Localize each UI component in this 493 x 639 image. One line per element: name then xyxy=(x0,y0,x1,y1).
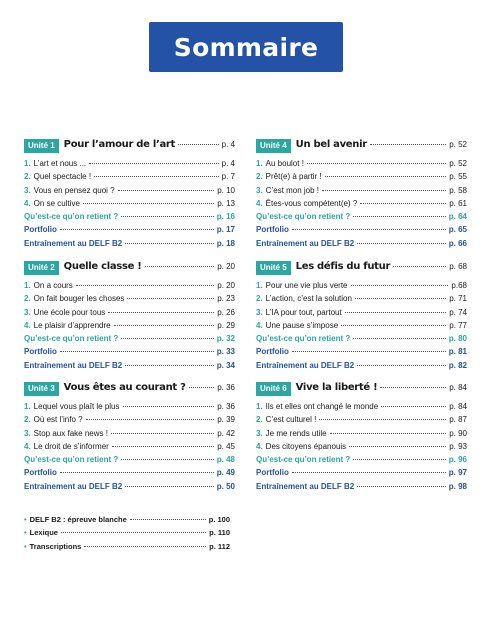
lesson-entry[interactable] xyxy=(24,442,235,455)
page-number: p. 100 xyxy=(208,515,230,524)
dot-leader xyxy=(89,163,219,164)
page-title: Sommaire xyxy=(173,32,319,62)
dot-leader xyxy=(351,285,449,286)
entry-label: C’est mon job ! xyxy=(265,185,320,195)
unit-badge: Unité 6 xyxy=(256,382,291,396)
page-number: p. 68 xyxy=(449,262,467,271)
portfolio-entry[interactable] xyxy=(24,468,235,481)
lesson-entry[interactable] xyxy=(24,186,235,199)
page-number: p. 42 xyxy=(217,428,235,438)
entry-label: Portfolio xyxy=(256,468,289,478)
entry-label: Lequel vous plaît le plus xyxy=(33,402,120,411)
lesson-entry[interactable] xyxy=(24,281,235,294)
retient-entry[interactable] xyxy=(256,455,467,468)
dot-leader xyxy=(355,298,446,299)
dot-leader xyxy=(325,176,447,177)
entry-label: Où est l’info ? xyxy=(33,415,83,425)
lesson-entry[interactable] xyxy=(256,308,467,321)
page-number: p. 50 xyxy=(216,481,235,491)
dot-leader xyxy=(357,486,446,487)
page-number: p. 84 xyxy=(449,383,467,392)
dot-leader xyxy=(145,266,215,267)
lesson-entry[interactable] xyxy=(256,415,467,428)
page-number: p. 16 xyxy=(216,212,235,222)
dot-leader xyxy=(307,163,446,164)
portfolio-entry[interactable] xyxy=(256,347,467,360)
page-number: p. 87 xyxy=(449,415,467,425)
retient-entry[interactable] xyxy=(24,212,235,225)
dot-leader xyxy=(189,387,215,388)
entry-label: Qu’est-ce qu’on retient ? xyxy=(256,334,351,344)
lesson-entry[interactable] xyxy=(24,402,235,415)
lesson-entry[interactable] xyxy=(256,186,467,199)
lesson-entry[interactable] xyxy=(256,281,467,294)
dot-leader xyxy=(370,144,446,145)
page-number: p. 4 xyxy=(221,140,235,149)
lesson-number: 1. xyxy=(256,402,263,411)
entry-label: Portfolio xyxy=(24,468,57,478)
dot-leader xyxy=(61,532,206,533)
retient-entry[interactable] xyxy=(256,212,467,225)
lesson-number: 4. xyxy=(24,198,31,208)
dot-leader xyxy=(76,285,214,286)
page-number: p. 81 xyxy=(448,347,467,357)
page-number: p. 39 xyxy=(217,415,235,425)
unit-header[interactable] xyxy=(24,139,235,153)
page-number: p. 82 xyxy=(448,360,467,370)
unit-block-2 xyxy=(24,261,235,374)
dot-leader xyxy=(130,519,206,520)
entry-label: Au boulot ! xyxy=(265,159,304,168)
entry-label: Qu’est-ce qu’on retient ? xyxy=(24,455,119,465)
dot-leader xyxy=(121,216,214,217)
portfolio-entry[interactable] xyxy=(256,468,467,481)
dot-leader xyxy=(125,365,214,366)
entry-label: On se cultive xyxy=(33,198,80,208)
page-number: p. 20 xyxy=(217,281,235,290)
page-number: p. 34 xyxy=(216,360,235,370)
dot-leader xyxy=(353,338,446,339)
lesson-number: 1. xyxy=(24,159,31,168)
entry-label: Vous en pensez quoi ? xyxy=(33,185,115,195)
unit-title: Pour l’amour de l’art xyxy=(63,139,176,150)
retient-entry[interactable] xyxy=(24,334,235,347)
page-number: p. 84 xyxy=(449,402,467,411)
page-number: p. 71 xyxy=(449,294,467,304)
dot-leader xyxy=(345,312,446,313)
page-number: p. 74 xyxy=(449,307,467,317)
unit-title: Vous êtes au courant ? xyxy=(63,382,186,393)
entry-label: Entraînement au DELF B2 xyxy=(24,360,123,370)
lesson-entry[interactable] xyxy=(24,294,235,307)
entry-label: L’art et nous ... xyxy=(33,159,87,168)
unit-header[interactable] xyxy=(256,382,467,396)
dot-leader xyxy=(60,472,214,473)
lesson-entry[interactable] xyxy=(24,199,235,212)
portfolio-entry[interactable] xyxy=(256,225,467,238)
entry-label: Qu’est-ce qu’on retient ? xyxy=(24,334,119,344)
unit-badge: Unité 5 xyxy=(256,261,291,275)
page-number: p. 17 xyxy=(216,225,235,235)
dot-leader xyxy=(381,406,446,407)
lesson-entry[interactable] xyxy=(256,429,467,442)
page-number: p. 66 xyxy=(448,238,467,248)
page-number: p. 55 xyxy=(449,172,467,182)
entry-label: Lexique xyxy=(29,528,58,538)
unit-header[interactable] xyxy=(24,382,235,396)
lesson-entry[interactable] xyxy=(24,415,235,428)
entry-label: Prêt(e) à partir ! xyxy=(265,172,322,182)
dot-leader xyxy=(86,419,215,420)
dot-leader xyxy=(125,243,214,244)
dot-leader xyxy=(108,312,214,313)
entry-label: Entraînement au DELF B2 xyxy=(256,481,355,491)
entry-label: Êtes-vous compétent(e) ? xyxy=(265,198,358,208)
dot-leader xyxy=(123,406,215,407)
dot-leader xyxy=(393,266,446,267)
dot-leader xyxy=(94,176,219,177)
page-number: p. 48 xyxy=(216,455,235,465)
entry-label: Qu’est-ce qu’on retient ? xyxy=(24,212,119,222)
entry-label: Une pause s’impose xyxy=(265,320,339,330)
dot-leader xyxy=(349,446,446,447)
retient-entry[interactable] xyxy=(256,334,467,347)
page-number: p. 65 xyxy=(448,225,467,235)
unit-badge: Unité 1 xyxy=(24,139,59,153)
delf-entry[interactable] xyxy=(256,361,467,374)
dot-leader xyxy=(292,472,446,473)
unit-block-1 xyxy=(24,139,235,252)
unit-block-4 xyxy=(256,139,467,252)
unit-header[interactable] xyxy=(24,261,235,275)
unit-title: Quelle classe ! xyxy=(63,261,142,272)
dot-leader xyxy=(322,190,446,191)
bullet-icon: • xyxy=(24,515,27,524)
page-number: p. 90 xyxy=(449,428,467,438)
dot-leader xyxy=(360,203,446,204)
page-number: p. 23 xyxy=(217,294,235,304)
dot-leader xyxy=(121,338,214,339)
lesson-number: 2. xyxy=(256,294,263,304)
lesson-number: 1. xyxy=(256,159,263,168)
lesson-entry[interactable] xyxy=(256,199,467,212)
entry-label: Entraînement au DELF B2 xyxy=(256,238,355,248)
entry-label: Des citoyens épanouis xyxy=(265,441,347,451)
page-number: p. 64 xyxy=(448,212,467,222)
unit-title: Un bel avenir xyxy=(295,139,367,150)
page-number: p. 36 xyxy=(217,383,235,392)
page-number: p. 97 xyxy=(448,468,467,478)
page-number: p. 52 xyxy=(449,140,467,149)
lesson-entry[interactable] xyxy=(256,294,467,307)
lesson-entry[interactable] xyxy=(256,402,467,415)
entry-label: Portfolio xyxy=(24,347,57,357)
page-number: p. 49 xyxy=(216,468,235,478)
delf-entry[interactable] xyxy=(256,482,467,495)
dot-leader xyxy=(127,298,214,299)
page-number: p. 61 xyxy=(449,198,467,208)
dot-leader xyxy=(357,365,446,366)
lesson-number: 2. xyxy=(24,294,31,304)
delf-entry[interactable] xyxy=(24,239,235,252)
page-number: p. 10 xyxy=(217,185,235,195)
page-number: p. 52 xyxy=(449,159,467,168)
dot-leader xyxy=(353,459,446,460)
retient-entry[interactable] xyxy=(24,455,235,468)
entry-label: Entraînement au DELF B2 xyxy=(256,360,355,370)
entry-label: Quel spectacle ! xyxy=(33,172,92,182)
unit-badge: Unité 4 xyxy=(256,139,291,153)
lesson-entry[interactable] xyxy=(24,321,235,334)
lesson-entry[interactable] xyxy=(24,429,235,442)
page-number: p. 18 xyxy=(216,238,235,248)
page-number: p. 36 xyxy=(217,402,235,411)
entry-label: Entraînement au DELF B2 xyxy=(24,481,123,491)
page-number: p. 80 xyxy=(448,334,467,344)
dot-leader xyxy=(292,351,446,352)
entry-label: Ils et elles ont changé le monde xyxy=(265,402,379,411)
dot-leader xyxy=(112,446,214,447)
dot-leader xyxy=(292,229,446,230)
portfolio-entry[interactable] xyxy=(24,347,235,360)
lesson-entry[interactable] xyxy=(24,172,235,185)
dot-leader xyxy=(111,433,214,434)
lesson-number: 1. xyxy=(24,402,31,411)
bullet-icon: • xyxy=(24,528,27,538)
page-number: p. 110 xyxy=(209,528,230,538)
extra-entry[interactable] xyxy=(24,528,230,541)
lesson-number: 4. xyxy=(256,320,263,330)
lesson-number: 3. xyxy=(256,307,263,317)
lesson-number: 4. xyxy=(24,320,31,330)
entry-label: L’action, c’est la solution xyxy=(265,294,352,304)
dot-leader xyxy=(319,419,446,420)
unit-title: Vive la liberté ! xyxy=(295,382,378,393)
unit-header[interactable] xyxy=(256,139,467,153)
page-number: p. 58 xyxy=(449,185,467,195)
lesson-number: 4. xyxy=(256,198,263,208)
page-number: p.68 xyxy=(451,281,467,290)
extra-entry[interactable] xyxy=(24,542,230,555)
entry-label: Portfolio xyxy=(256,225,289,235)
entry-label: Je me rends utile xyxy=(265,428,327,438)
lesson-entry[interactable] xyxy=(256,321,467,334)
entry-label: C’est culturel ! xyxy=(265,415,317,425)
entry-label: Portfolio xyxy=(256,347,289,357)
entry-label: Stop aux fake news ! xyxy=(33,428,108,438)
page-number: p. 45 xyxy=(217,441,235,451)
unit-badge: Unité 2 xyxy=(24,261,59,275)
page-number: p. 96 xyxy=(448,455,467,465)
dot-leader xyxy=(125,486,214,487)
lesson-entry[interactable] xyxy=(24,159,235,172)
dot-leader xyxy=(353,216,446,217)
page-number: p. 20 xyxy=(217,262,235,271)
entry-label: Qu’est-ce qu’on retient ? xyxy=(256,455,351,465)
unit-block-6 xyxy=(256,382,467,495)
entry-label: Qu’est-ce qu’on retient ? xyxy=(256,212,351,222)
lesson-number: 3. xyxy=(256,185,263,195)
page-number: p. 98 xyxy=(448,481,467,491)
extras-list xyxy=(24,515,230,555)
page-number: p. 13 xyxy=(217,198,235,208)
unit-header[interactable] xyxy=(256,261,467,275)
entry-label: Portfolio xyxy=(24,225,57,235)
lesson-number: 2. xyxy=(256,172,263,182)
entry-label: DELF B2 : épreuve blanche xyxy=(29,515,127,524)
dot-leader xyxy=(121,459,214,460)
page-title-banner xyxy=(149,22,343,72)
page-number: p. 93 xyxy=(449,441,467,451)
dot-leader xyxy=(60,351,214,352)
page-number: p. 29 xyxy=(217,320,235,330)
unit-block-3 xyxy=(24,382,235,495)
extra-entry[interactable] xyxy=(24,515,230,528)
page-number: p. 4 xyxy=(221,159,235,168)
portfolio-entry[interactable] xyxy=(24,225,235,238)
dot-leader xyxy=(380,387,446,388)
dot-leader xyxy=(178,144,219,145)
lesson-entry[interactable] xyxy=(256,172,467,185)
dot-leader xyxy=(341,325,446,326)
lesson-number: 2. xyxy=(24,415,31,425)
page-number: p. 32 xyxy=(216,334,235,344)
dot-leader xyxy=(330,433,447,434)
entry-label: Entraînement au DELF B2 xyxy=(24,238,123,248)
dot-leader xyxy=(118,190,215,191)
unit-block-5 xyxy=(256,261,467,374)
entry-label: L’IA pour tout, partout xyxy=(265,307,342,317)
lesson-number: 4. xyxy=(256,441,263,451)
delf-entry[interactable] xyxy=(24,482,235,495)
lesson-number: 1. xyxy=(256,281,263,290)
delf-entry[interactable] xyxy=(256,239,467,252)
entry-label: On fait bouger les choses xyxy=(33,294,125,304)
lesson-number: 3. xyxy=(24,185,31,195)
entry-label: Le droit de s’informer xyxy=(33,441,109,451)
lesson-number: 3. xyxy=(24,307,31,317)
dot-leader xyxy=(114,325,215,326)
lesson-number: 3. xyxy=(256,428,263,438)
page-number: p. 26 xyxy=(217,307,235,317)
lesson-entry[interactable] xyxy=(256,442,467,455)
dot-leader xyxy=(83,203,214,204)
lesson-number: 2. xyxy=(24,172,31,182)
entry-label: On a cours xyxy=(33,281,73,290)
dot-leader xyxy=(84,546,206,547)
lesson-number: 1. xyxy=(24,281,31,290)
page-number: p. 7 xyxy=(221,172,235,182)
lesson-entry[interactable] xyxy=(256,159,467,172)
entry-label: Pour une vie plus verte xyxy=(265,281,348,290)
page-number: p. 112 xyxy=(209,541,230,551)
page-number: p. 77 xyxy=(449,320,467,330)
entry-label: Transcriptions xyxy=(29,541,82,551)
lesson-entry[interactable] xyxy=(24,308,235,321)
page-number: p. 33 xyxy=(216,347,235,357)
unit-title: Les défis du futur xyxy=(295,261,391,272)
entry-label: Une école pour tous xyxy=(33,307,106,317)
entry-label: Le plaisir d’apprendre xyxy=(33,320,111,330)
dot-leader xyxy=(357,243,446,244)
lesson-number: 2. xyxy=(256,415,263,425)
delf-entry[interactable] xyxy=(24,361,235,374)
bullet-icon: • xyxy=(24,541,27,551)
lesson-number: 4. xyxy=(24,441,31,451)
unit-badge: Unité 3 xyxy=(24,382,59,396)
lesson-number: 3. xyxy=(24,428,31,438)
dot-leader xyxy=(60,229,214,230)
